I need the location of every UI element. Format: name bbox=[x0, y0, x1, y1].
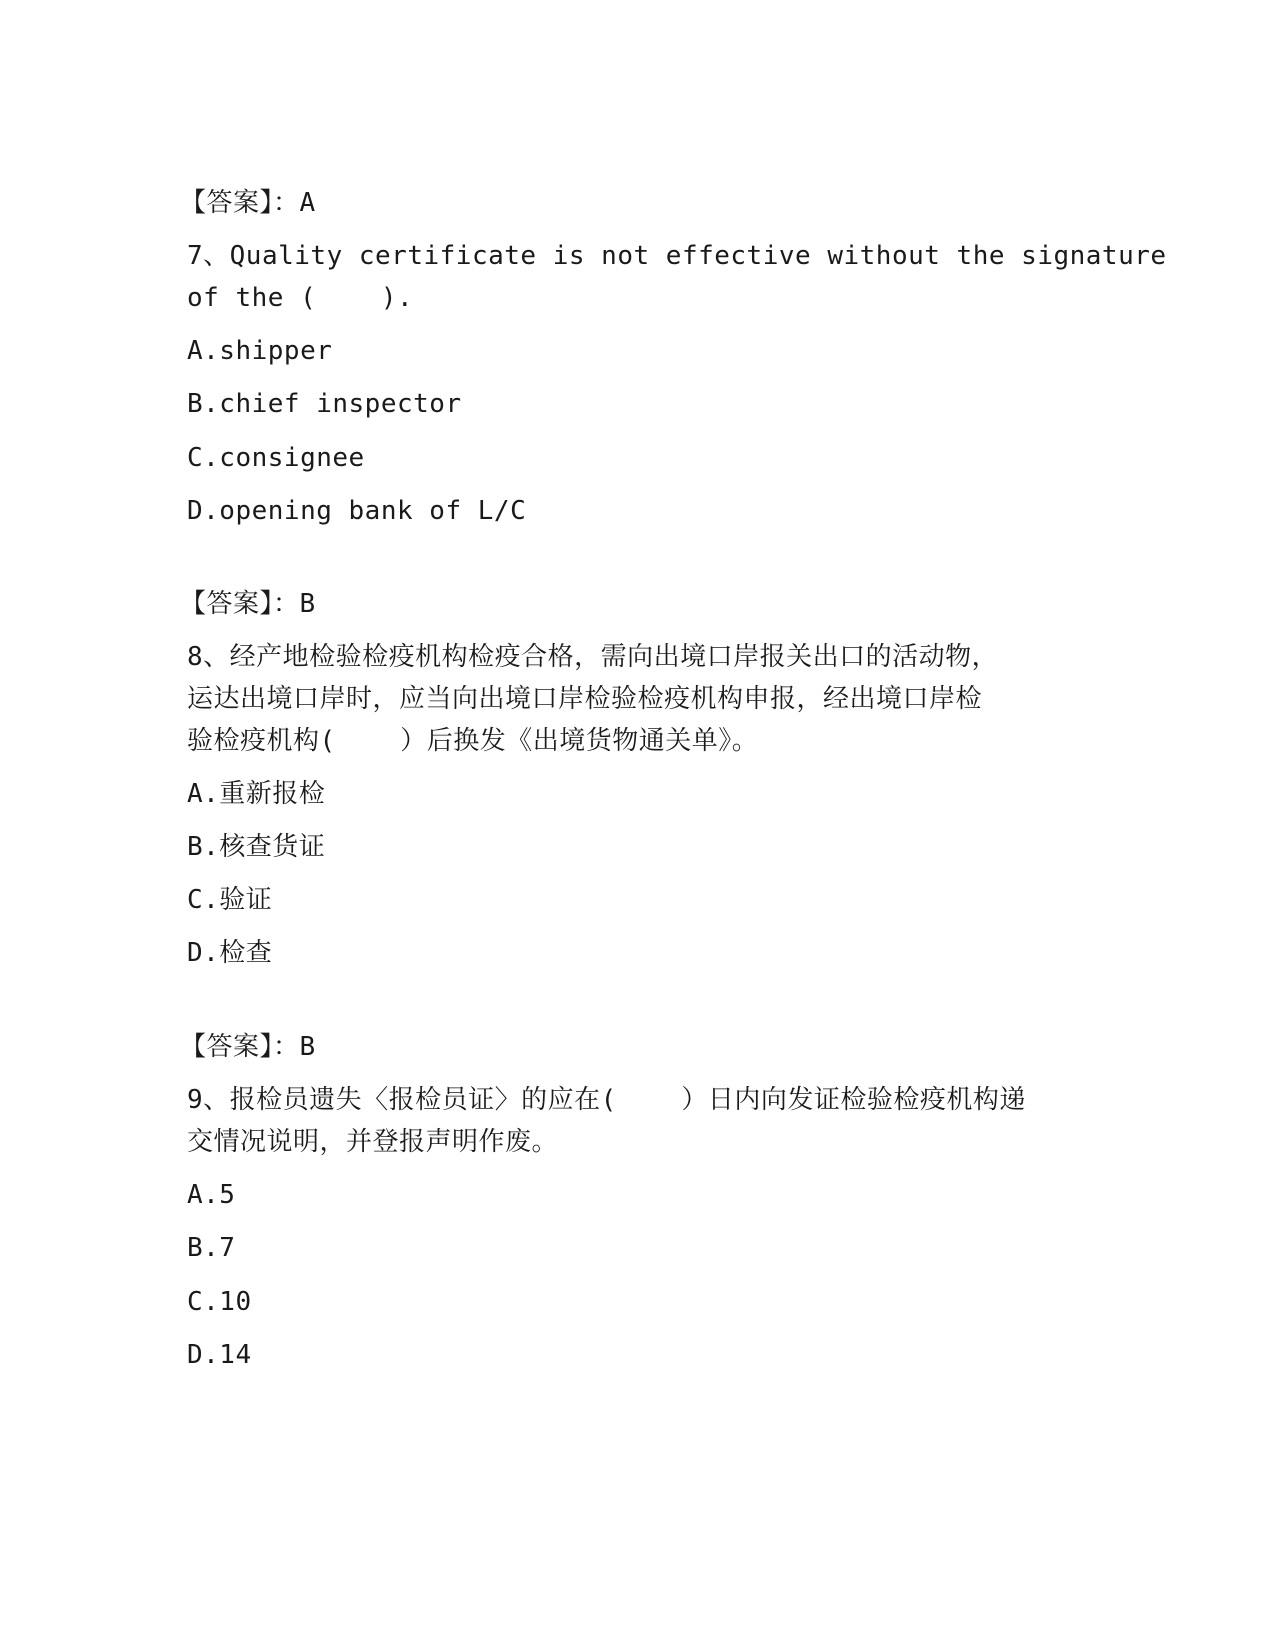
option-8-b: B.核查货证 bbox=[187, 832, 326, 862]
option-8-a: A.重新报检 bbox=[187, 779, 326, 809]
option-9-a: A.5 bbox=[187, 1180, 236, 1210]
option-9-c: C.10 bbox=[187, 1287, 252, 1317]
answer-6: 【答案】：A bbox=[180, 188, 316, 218]
option-9-d: D.14 bbox=[187, 1340, 252, 1370]
question-9-line-2: 交情况说明，并登报声明作废。 bbox=[187, 1127, 559, 1157]
answer-7: 【答案】：B bbox=[180, 589, 316, 619]
option-7-b: B.chief inspector bbox=[187, 389, 462, 419]
question-7-line-1: 7、Quality certificate is not effective without the signature bbox=[187, 241, 1167, 271]
answer-8: 【答案】：B bbox=[180, 1032, 316, 1062]
question-8-line-3: 验检疫机构( ）后换发《出境货物通关单》。 bbox=[187, 726, 759, 756]
option-9-b: B.7 bbox=[187, 1233, 236, 1263]
option-8-c: C.验证 bbox=[187, 885, 273, 915]
option-7-a: A.shipper bbox=[187, 336, 333, 366]
option-7-d: D.opening bank of L/C bbox=[187, 496, 527, 526]
option-7-c: C.consignee bbox=[187, 443, 365, 473]
question-9-line-1: 9、报检员遗失〈报检员证〉的应在( ）日内向发证检验检疫机构递 bbox=[187, 1085, 1026, 1115]
question-7-line-2: of the ( ). bbox=[187, 283, 414, 313]
question-8-line-1: 8、经产地检验检疫机构检疫合格，需向出境口岸报关出口的活动物， bbox=[187, 642, 999, 672]
question-8-line-2: 运达出境口岸时，应当向出境口岸检验检疫机构申报，经出境口岸检 bbox=[187, 684, 983, 714]
option-8-d: D.检查 bbox=[187, 938, 273, 968]
